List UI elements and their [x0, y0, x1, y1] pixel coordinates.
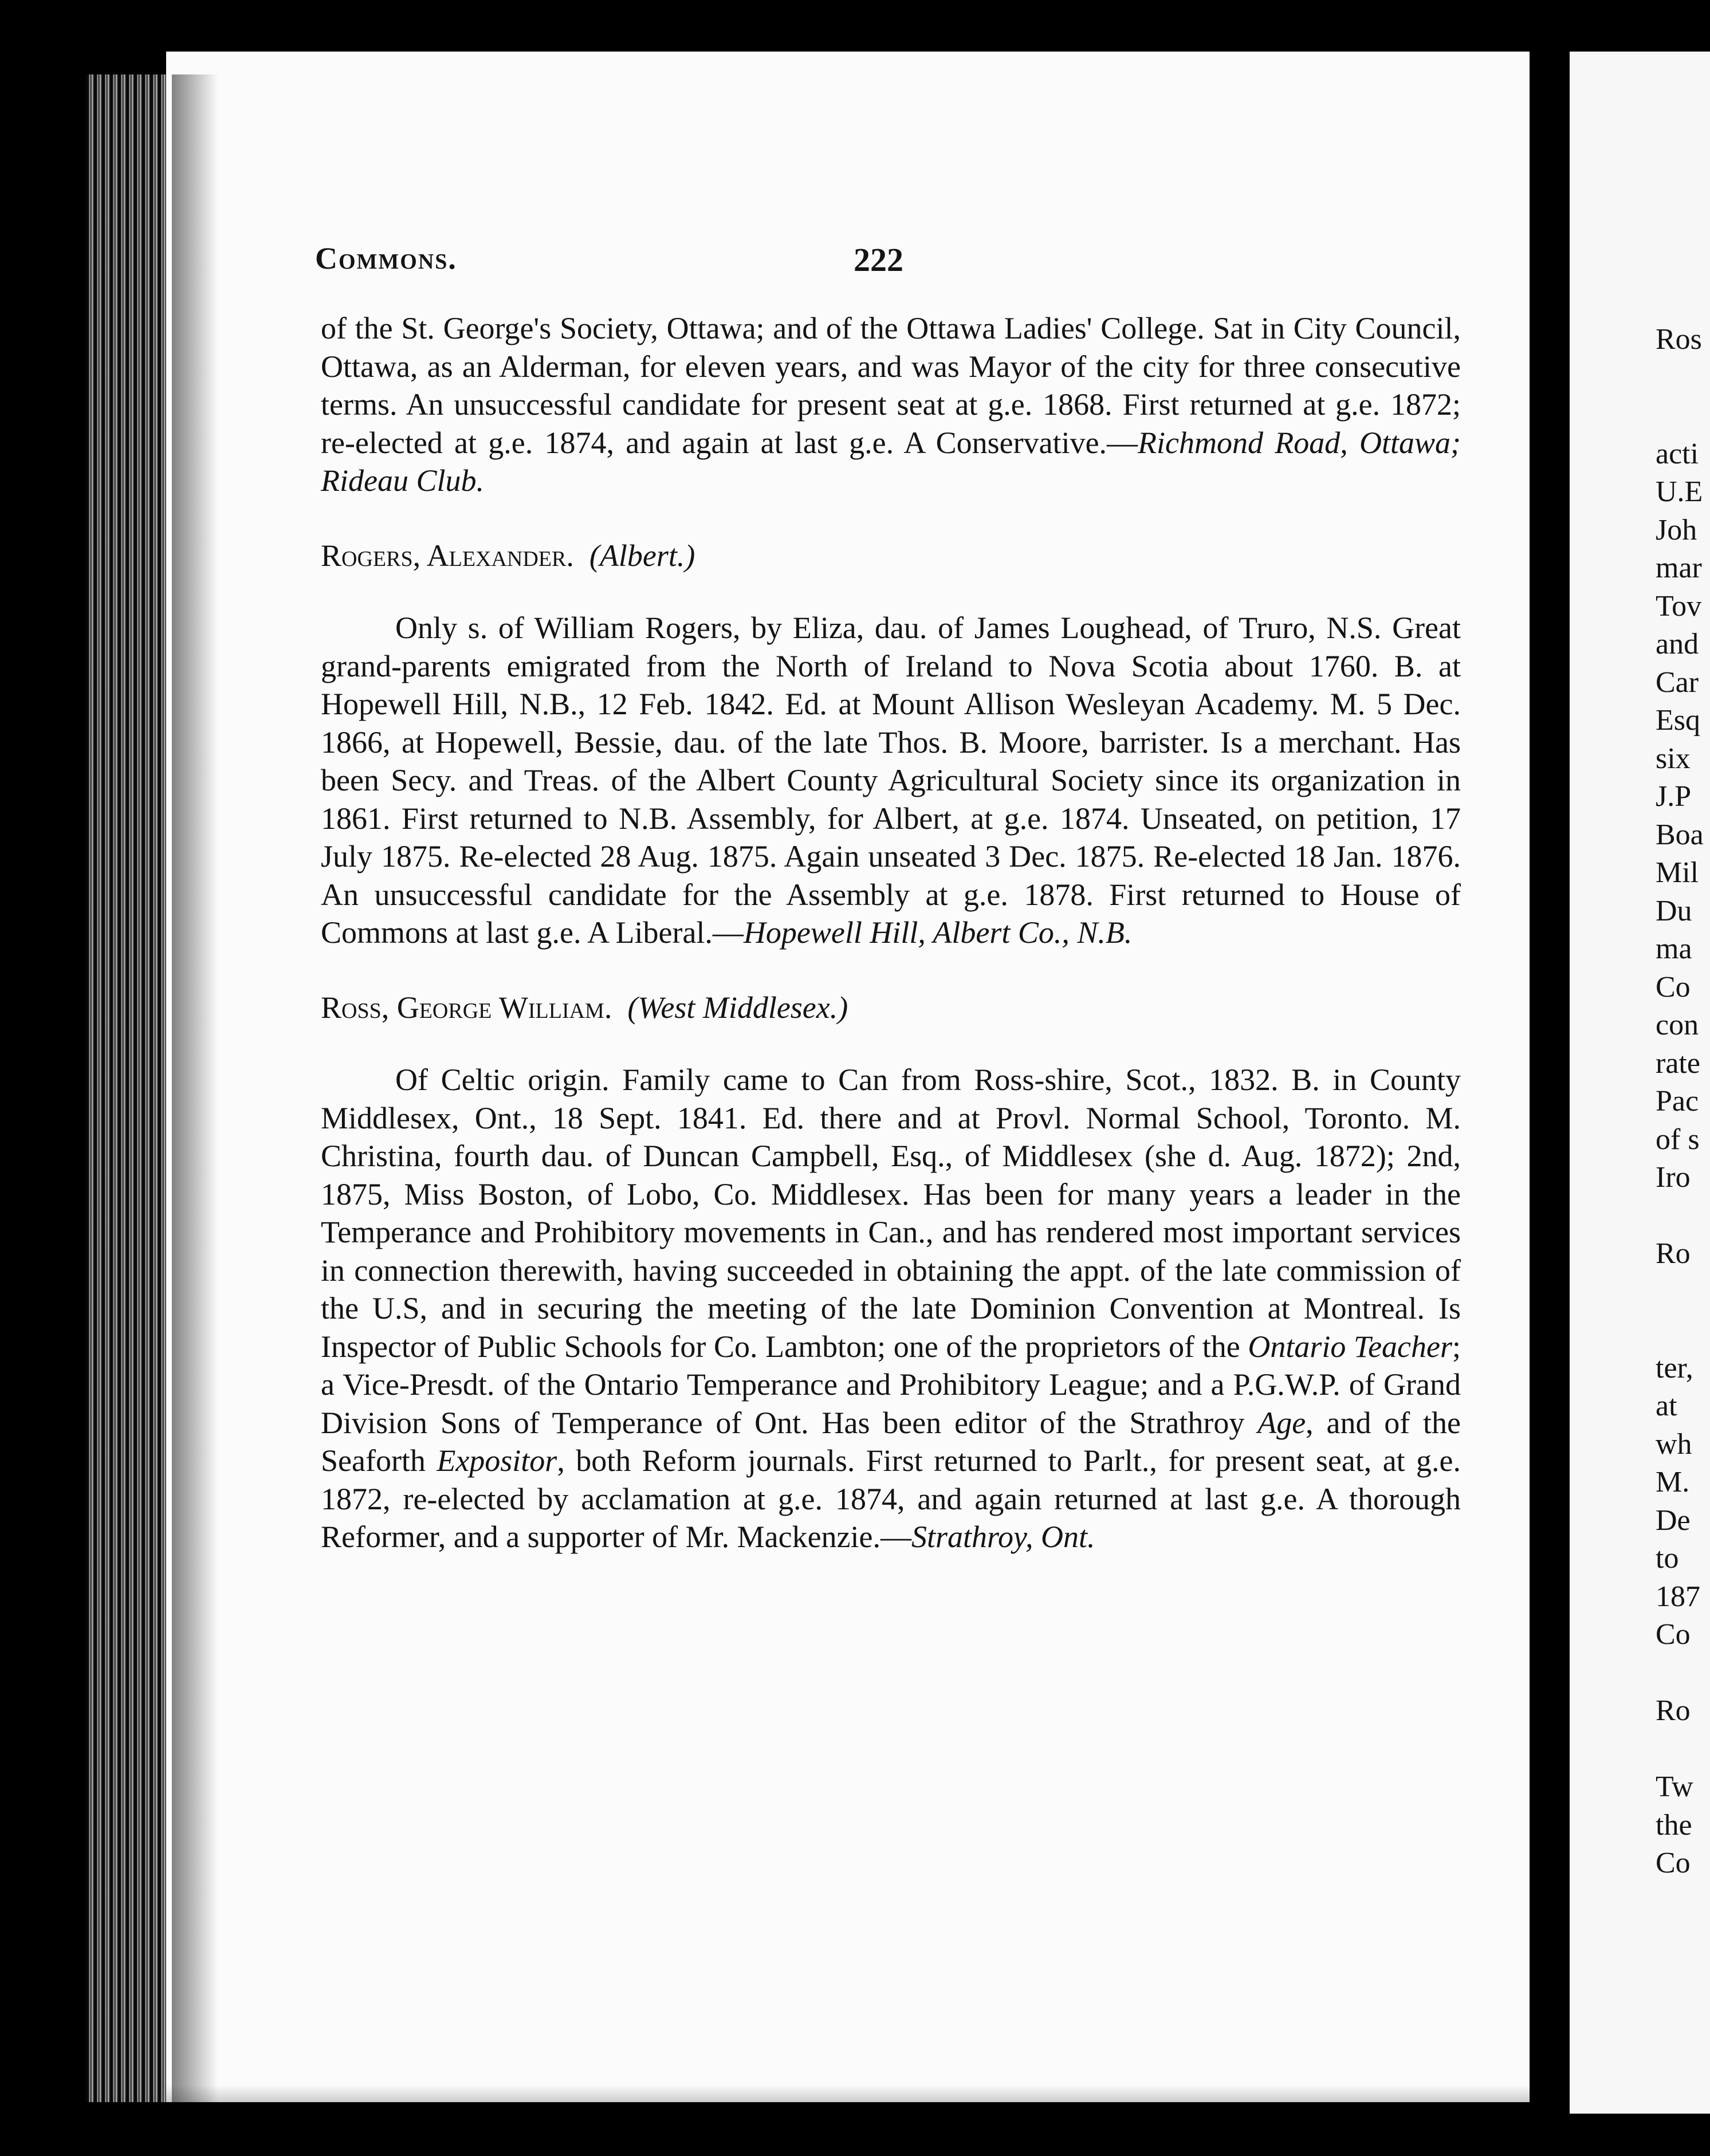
facing-page-fragment [1656, 1730, 1710, 1769]
facing-page-fragment: Pac [1656, 1085, 1699, 1118]
facing-page-fragment: rate [1656, 1046, 1700, 1080]
facing-page-fragment [1656, 1197, 1710, 1236]
facing-page-fragment: ma [1656, 933, 1692, 965]
facing-page-fragment [1656, 1273, 1710, 1312]
gutter-shading [172, 74, 218, 2102]
main-text-column [321, 309, 1461, 1556]
journal-title: Ontario Teacher [1248, 1329, 1452, 1364]
facing-page-fragment: U.E [1656, 475, 1703, 508]
facing-page-fragment: M. [1656, 1466, 1690, 1498]
facing-page-fragments [1656, 321, 1710, 1883]
entry-constituency: (Albert.) [589, 538, 695, 573]
facing-page-fragment: Co [1656, 1618, 1691, 1651]
facing-page-fragment: mar [1656, 552, 1702, 584]
entry-address: Hopewell Hill, Albert Co., N.B. [743, 915, 1133, 950]
facing-page-fragment: and [1656, 628, 1699, 660]
facing-page-fragment: Esq [1656, 704, 1700, 737]
facing-page-fragment: Tw [1656, 1771, 1693, 1803]
entry-heading-rogers [321, 537, 1461, 575]
facing-page-fragment: Co [1656, 970, 1691, 1004]
entry-text: Only s. of William Rogers, by Eliza, dau. of James Loughead, of Truro, N.S. Great grand-parents emigrated from the North of Ireland to Nova Scotia about 1760. B. at Hopewell Hill, N.B., 12 Feb. 1842. Ed. at Mount Allison Wesleyan Academy. M. 5 Dec. 1866, at Hopewell, Bessie, dau. of the late Thos. B. Moore, barrister. Is a merchant. Has been Secy. and Treas. of the Albert County Agricultural Society since its organization in 1861. First returned to N.B. Assembly, for Albert, at g.e. 1874. Unseated, on petition, 17 July 1875. Re-elected 28 Aug. 1875. Again unseated 3 Dec. 1875. Re-elected 18 Jan. 1876. An unsuccessful candidate for the Assembly at g.e. 1878. First returned to House of Commons at last g.e. A Liberal.— [321, 611, 1461, 950]
entry-address: Strathroy, Ont. [911, 1520, 1095, 1554]
facing-page-fragment: the [1656, 1808, 1692, 1842]
facing-page-fragment [1656, 359, 1710, 398]
facing-page-fragment [1656, 397, 1710, 435]
entry-body-ross [321, 1061, 1461, 1556]
facing-page-fragment: con [1656, 1009, 1699, 1041]
facing-page-fragment: Iro [1656, 1161, 1691, 1194]
facing-page-fragment: Car [1656, 666, 1699, 699]
entry-name: Ross, George William. [321, 990, 612, 1025]
facing-page-fragment: of s [1656, 1123, 1700, 1156]
facing-page-fragment: Ros [1656, 323, 1702, 356]
running-head [315, 241, 1461, 286]
entry-text: ; a Vice-Presdt. of the Ontario Temperance and Prohibitory League; and a P.G.W.P. of Grand Division Sons of Temperance of Ont. Has been editor of the Strathroy [321, 1329, 1461, 1440]
entry-text: , both Reform journals. First returned to Parlt., for present seat, at g.e. 1872, re-elected by acclamation at g.e. 1874, and again returned at last g.e. A thorough Reformer, and a supporter of Mr. Mackenzie.— [321, 1443, 1461, 1554]
facing-page-fragment: ter, [1656, 1351, 1693, 1384]
facing-page-fragment: Joh [1656, 513, 1697, 546]
facing-page-fragment: Ro [1656, 1237, 1691, 1270]
continuation-entry [321, 309, 1461, 500]
facing-page-fragment [1656, 1654, 1710, 1693]
page-gap [1547, 34, 1570, 2131]
facing-page-fragment: De [1656, 1504, 1691, 1537]
facing-page-fragment [1656, 1311, 1710, 1350]
entry-heading-ross [321, 989, 1461, 1027]
entry-constituency: (West Middlesex.) [627, 990, 848, 1025]
running-head-section: Commons. [315, 241, 457, 276]
facing-page-fragment: acti [1656, 437, 1699, 470]
continuation-text: of the St. George's Society, Ottawa; and of the Ottawa Ladies' College. Sat in City Council, Ottawa, as an Alderman, for eleven years, and was Mayor of the city for three consecutive terms. An unsuccessful candidate for present seat at g.e. 1868. First returned at g.e. 1872; re-elected at g.e. 1874, and again at last g.e. A Conservative.— [321, 311, 1461, 460]
continuation-address: Richmond Road, Ottawa; Rideau Club. [321, 425, 1461, 498]
facing-page-fragment: six [1656, 742, 1691, 775]
page-number: 222 [854, 241, 903, 278]
facing-page-fragment: 187 [1656, 1580, 1700, 1613]
facing-page-fragment: Tov [1656, 589, 1702, 623]
facing-page-fragment: at [1656, 1390, 1677, 1422]
facing-page-fragment: wh [1656, 1427, 1692, 1461]
entry-text: , and of the Seaforth [321, 1405, 1461, 1478]
entry-text: Of Celtic origin. Family came to Can from Ross-shire, Scot., 1832. B. in County Middlesex, Ont., 18 Sept. 1841. Ed. there and at Provl. Normal School, Toronto. M. Christina, fourth dau. of Duncan Campbell, Esq., of Middlesex (she d. Aug. 1872); 2nd, 1875, Miss Boston, of Lobo, Co. Middlesex. Has been for many years a leader in the Temperance and Prohibitory movements in Can., and has rendered most important services in connection therewith, having succeeded in obtaining the appt. of the late commission of the U.S, and in securing the meeting of the late Dominion Convention at Montreal. Is Inspector of Public Schools for Co. Lambton; one of the proprietors of the [321, 1063, 1461, 1364]
facing-page-fragment: to [1656, 1542, 1679, 1575]
entry-body-rogers [321, 609, 1461, 952]
facing-page-fragment: Boa [1656, 818, 1704, 851]
journal-title: Expositor [437, 1443, 557, 1478]
journal-title: Age [1257, 1405, 1306, 1440]
facing-page-fragment: J.P [1656, 780, 1692, 813]
facing-page-fragment: Mil [1656, 856, 1699, 889]
facing-page-fragment: Ro [1656, 1694, 1691, 1727]
entry-name: Rogers, Alexander. [321, 538, 574, 573]
facing-page-fragment: Du [1656, 894, 1692, 927]
facing-page-fragment: Co [1656, 1847, 1691, 1879]
page-bottom-shadow [166, 2085, 1530, 2108]
